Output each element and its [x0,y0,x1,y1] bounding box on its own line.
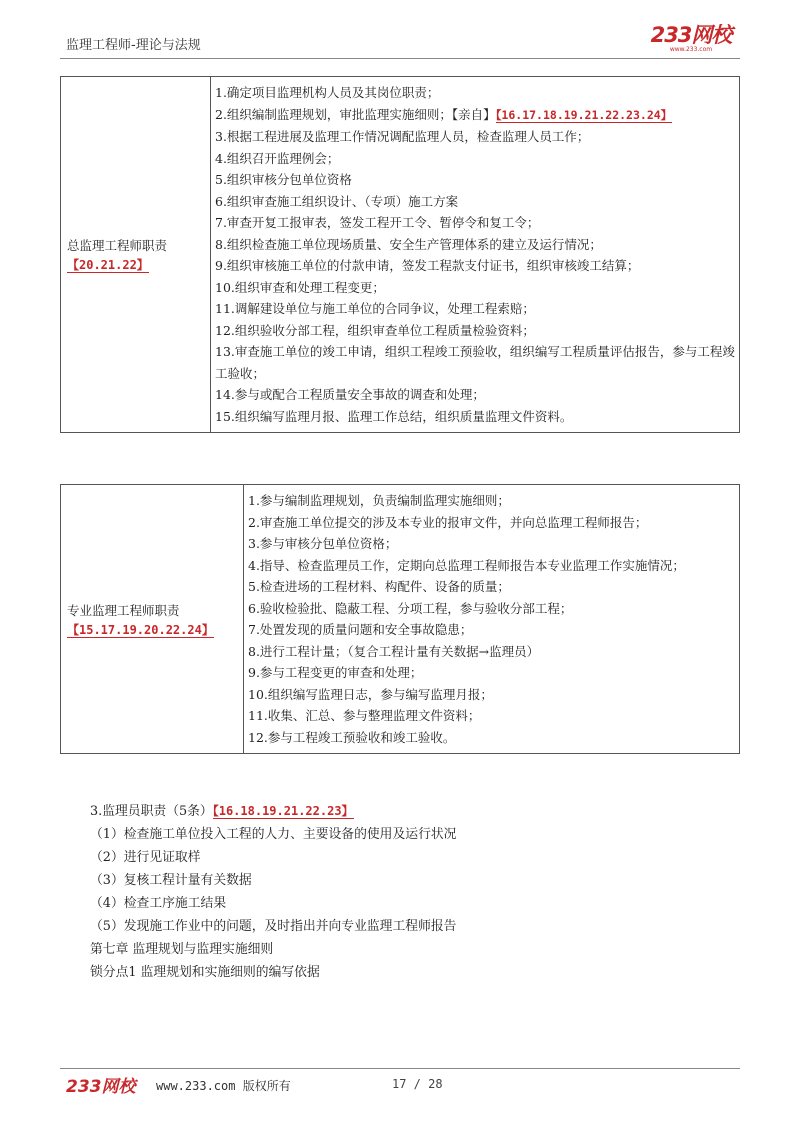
duty-item: 15.组织编写监理月报、监理工作总结，组织质量监理文件资料。 [215,408,573,424]
list-item: （2）进行见证取样 [90,850,201,865]
chief-duties-cell [211,77,740,433]
duty-item: 10.组织编写监理日志，参与编写监理月报； [248,686,493,702]
duty-item: 4.组织召开监理例会； [215,150,340,166]
duty-item: 11.调解建设单位与施工单位的合同争议，处理工程索赔； [215,301,535,316]
header-divider [60,58,740,59]
duty-item: 9.参与工程变更的审查和处理； [248,665,423,680]
duty-years: 【16.17.18.19.21.22.23.24】 [495,107,673,122]
list-item: （5）发现施工作业中的问题，及时指出并向专业监理工程师报告 [90,919,457,934]
logo-url: www.233.com [669,46,713,53]
specialty-role-cell [61,485,244,754]
duty-item: 12.参与工程竣工预验收和竣工验收。 [248,729,456,745]
duty-item: 5.组织审核分包单位资格 [215,172,352,187]
specialty-engineer-table [60,484,740,754]
specialty-duties-cell [244,485,740,754]
footer-divider [60,1068,740,1069]
duty-item: 13.审查施工单位的竣工申请，组织工程竣工预验收，组织编写工程质量评估报告，参与工程竣工验收； [215,344,735,381]
duty-item: 14.参与或配合工程质量安全事故的调查和处理； [215,387,485,402]
duty-item: 12.组织验收分部工程，组织审查单位工程质量检验资料； [215,322,535,338]
section-years: 【16.18.19.21.22.23】 [212,804,354,818]
section-title [60,800,740,823]
duty-item: 8.组织检查施工单位现场质量、安全生产管理体系的建立及运行情况； [215,236,602,252]
duty-item: 7.审查开复工报审表，签发工程开工令、暂停令和复工令； [215,215,540,230]
duty-item: 5.检查进场的工程材料、构配件、设备的质量； [248,579,510,594]
duty-item: 6.验收检验批、隐蔽工程、分项工程，参与验收分部工程； [248,600,573,616]
duty-item: 3.参与审核分包单位资格； [248,536,398,551]
specialty-role-label: 专业监理工程师职责 [67,602,180,618]
list-item: （4）检查工序施工结果 [90,896,227,911]
list-item: （3）复核工程计量有关数据 [90,873,252,888]
chapter-heading: 第七章 监理规划与监理实施细则 [90,942,274,957]
section-title-text: 3.监理员职责（5条） [90,804,213,819]
duty-item: 1.参与编制监理规划，负责编制监理实施细则； [248,493,510,508]
duty-text: 2.组织编制监理规划，审批监理实施细则；【亲自】 [215,106,496,122]
list-item: （1）检查施工单位投入工程的人力、主要设备的使用及运行状况 [90,827,457,842]
footer-copyright: www.233.com 版权所有 [156,1079,291,1093]
duty-item: 11.收集、汇总、参与整理监理文件资料； [248,708,481,723]
chief-engineer-table [60,76,740,433]
specialty-role-years: 【15.17.19.20.22.24】 [67,622,214,637]
duty-item: 9.组织审核施工单位的付款申请，签发工程款支付证书，组织审核竣工结算； [215,258,640,273]
chief-role-cell [61,77,211,433]
logo-text: 233网校 [650,23,732,47]
duty-item: 1.确定项目监理机构人员及其岗位职责； [215,85,440,100]
duty-item: 4.指导、检查监理员工作，定期向总监理工程师报告本专业监理工作实施情况； [248,557,685,573]
header-title: 监理工程师-理论与法规 [66,38,201,53]
chief-role-years: 【20.21.22】 [67,258,149,272]
lock-point-heading: 锁分点1 监理规划和实施细则的编写依据 [90,965,320,980]
duty-item: 6.组织审查施工组织设计、（专项）施工方案 [215,193,459,209]
brand-logo[interactable] [648,24,734,53]
supervisor-section [60,800,740,984]
chief-role-label: 总监理工程师职责 [67,238,168,253]
duty-item: 7.处置发现的质量问题和安全事故隐患； [248,622,473,637]
duty-item: 8.进行工程计量；（复合工程计量有关数据→监理员） [248,643,540,659]
duty-item [215,104,735,127]
duty-item: 10.组织审查和处理工程变更； [215,279,385,295]
duty-item: 2.审查施工单位提交的涉及本专业的报审文件，并向总监理工程师报告； [248,514,648,530]
duty-item: 3.根据工程进展及监理工作情况调配监理人员，检查监理人员工作； [215,129,590,144]
footer-logo[interactable]: 233网校 [66,1077,136,1097]
page-number: 17 / 28 [392,1077,443,1091]
